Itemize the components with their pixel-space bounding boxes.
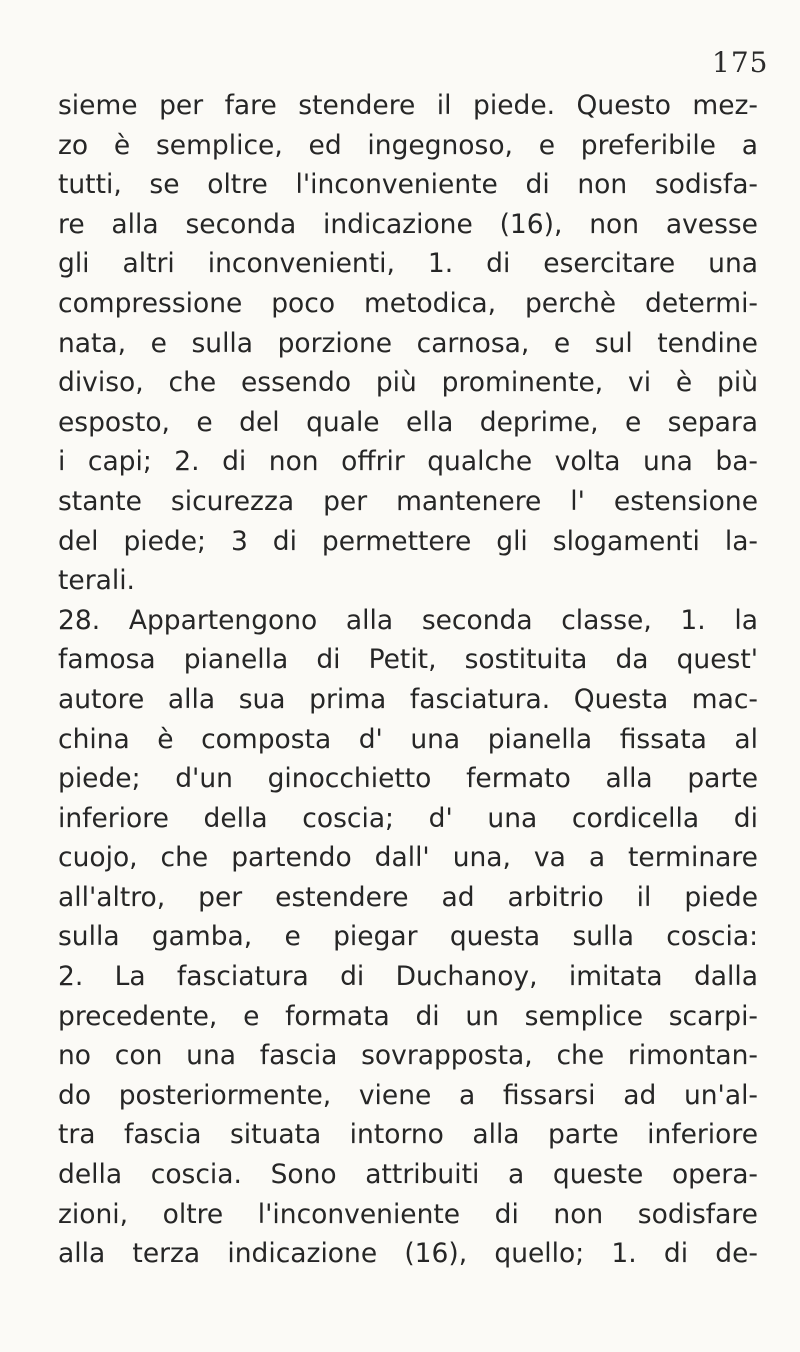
text-line: zioni, oltre l'inconveniente di non sodisfare: [58, 1198, 758, 1230]
text-line: della coscia. Sono attribuiti a queste opera-: [58, 1159, 758, 1191]
text-line: piede; d'un ginocchietto fermato alla parte: [58, 763, 758, 795]
text-line: zo è semplice, ed ingegnoso, e preferibile a: [58, 129, 758, 161]
text-line: alla terza indicazione (16), quello; 1. di de-: [58, 1238, 758, 1270]
text-line: no con una fascia sovrapposta, che rimontan-: [58, 1040, 758, 1072]
text-line: cuojo, che partendo dall' una, va a terminare: [58, 842, 758, 874]
text-line: diviso, che essendo più prominente, vi è più: [58, 367, 758, 399]
text-line: all'altro, per estendere ad arbitrio il piede: [58, 881, 758, 913]
text-line: china è composta d' una pianella fissata al: [58, 723, 758, 755]
text-line: gli altri inconvenienti, 1. di esercitare una: [58, 248, 758, 280]
text-line-paragraph-end: terali.: [58, 565, 135, 597]
text-line: del piede; 3 di permettere gli slogamenti la-: [58, 525, 758, 557]
text-line: sieme per fare stendere il piede. Questo mez-: [58, 90, 758, 121]
text-line: autore alla sua prima fasciatura. Questa mac-: [58, 683, 758, 715]
text-line: precedente, e formata di un semplice scarpi-: [58, 1000, 758, 1032]
text-line: tra fascia situata intorno alla parte inferiore: [58, 1119, 758, 1151]
text-line: tutti, se oltre l'inconveniente di non sodisfa-: [58, 169, 758, 201]
text-line: compressione poco metodica, perchè determi-: [58, 287, 758, 319]
text-line: sulla gamba, e piegar questa sulla coscia:: [58, 921, 758, 953]
text-line: inferiore della coscia; d' una cordicella di: [58, 802, 758, 834]
body-text: [58, 86, 758, 1274]
text-line: re alla seconda indicazione (16), non avesse: [58, 208, 758, 240]
text-line: do posteriormente, viene a fissarsi ad un'al-: [58, 1079, 758, 1111]
text-line: i capi; 2. di non offrir qualche volta una ba-: [58, 446, 758, 478]
text-line-paragraph-start: 28. Appartengono alla seconda classe, 1. la: [58, 604, 758, 636]
page-number: 175: [712, 46, 769, 79]
text-line: 2. La fasciatura di Duchanoy, imitata dalla: [58, 961, 758, 993]
text-line: esposto, e del quale ella deprime, e separa: [58, 406, 758, 438]
text-line: famosa pianella di Petit, sostituita da quest': [58, 644, 758, 676]
text-line: nata, e sulla porzione carnosa, e sul tendine: [58, 327, 758, 359]
text-line: stante sicurezza per mantenere l' estensione: [58, 485, 758, 517]
